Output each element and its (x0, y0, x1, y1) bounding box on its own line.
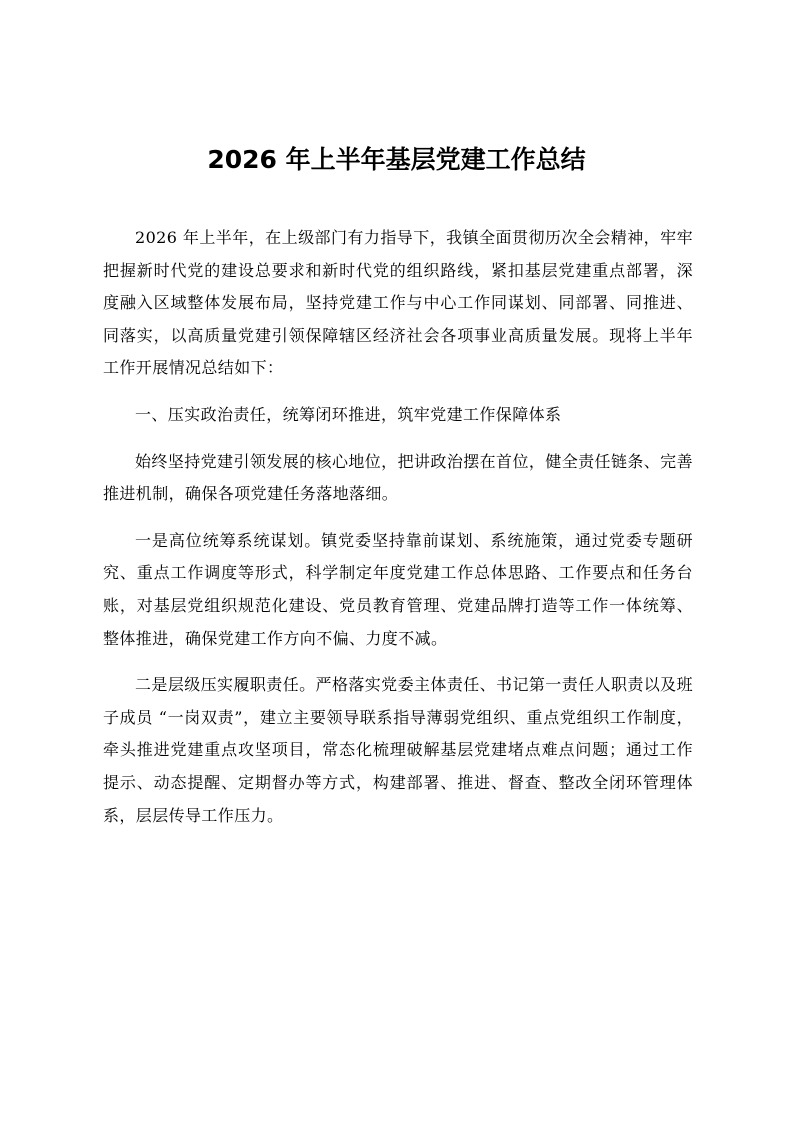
document-title: 2026 年上半年基层党建工作总结 (207, 145, 586, 174)
document-body (103, 222, 693, 846)
point-2-paragraph: 二是层级压实履职责任。严格落实党委主体责任、书记第一责任人职责以及班子成员 “一岗双责”，建立主要领导联系指导薄弱党组织、重点党组织工作制度，牵头推进党建重点攻坚项目，常态化梳理破解基层党建堵点难点问题；通过工作提示、动态提醒、定期督办等方式，构建部署、推进、督查、整改全闭环管理体系，层层传导工作压力。 (103, 675, 693, 825)
intro-paragraph: 2026 年上半年，在上级部门有力指导下，我镇全面贯彻历次全会精神，牢牢把握新时代党的建设总要求和新时代党的组织路线，紧扣基层党建重点部署，深度融入区域整体发展布局，坚持党建工作与中心工作同谋划、同部署、同推进、同落实，以高质量党建引领保障辖区经济社会各项事业高质量发展。现将上半年工作开展情况总结如下： (103, 228, 693, 378)
section-heading-1: 一、压实政治责任，统筹闭环推进，筑牢党建工作保障体系 (135, 404, 562, 424)
section-1-summary-paragraph: 始终坚持党建引领发展的核心地位，把讲政治摆在首位，健全责任链条、完善推进机制，确保各项党建任务落地落细。 (103, 451, 693, 504)
point-1-paragraph: 一是高位统筹系统谋划。镇党委坚持靠前谋划、系统施策，通过党委专题研究、重点工作调度等形式，科学制定年度党建工作总体思路、工作要点和任务台账，对基层党组织规范化建设、党员教育管理、党建品牌打造等工作一体统筹、整体推进，确保党建工作方向不偏、力度不减。 (103, 530, 693, 648)
